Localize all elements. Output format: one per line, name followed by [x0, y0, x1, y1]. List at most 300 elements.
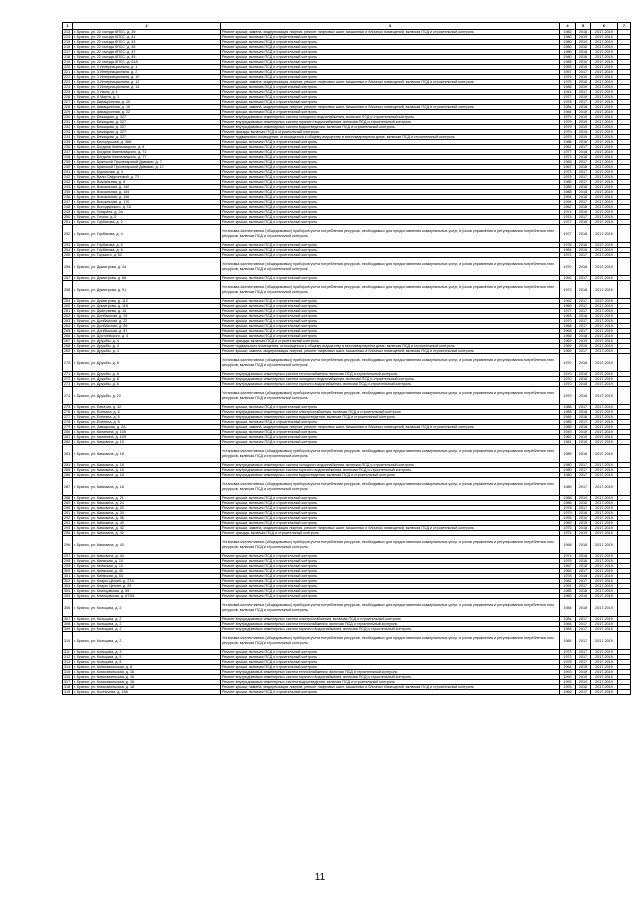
period-cell: 2017-2019	[591, 506, 618, 511]
row-number: 265	[63, 329, 73, 334]
work-type-cell: Ремонт внутридомовых инженерных систем горячего водоснабжения, включая ПСД и строительный контроль	[221, 382, 560, 387]
row-number: 255	[63, 253, 73, 258]
build-year-cell: 1984	[560, 622, 576, 627]
repair-year-cell: 2019	[576, 440, 591, 445]
period-cell: 2017-2019	[591, 579, 618, 584]
period-cell: 2017-2019	[591, 130, 618, 135]
work-type-cell: Ремонт крыши, включая ПСД и строительный контроль	[221, 690, 560, 695]
row-number: 262	[63, 314, 73, 319]
row-number: 273	[63, 382, 73, 387]
period-cell: 2017-2019	[591, 463, 618, 468]
repair-year-cell: 2019	[576, 339, 591, 344]
period-cell: 2017-2019	[591, 50, 618, 55]
repair-year-cell: 2018	[576, 150, 591, 155]
work-type-cell: Ремонт крыши, включая ПСД и строительный контроль	[221, 145, 560, 150]
address-cell: г. Брянск, ул. Киевская, д. 12	[73, 564, 221, 569]
row-number: 294	[63, 526, 73, 531]
period-cell: 2017-2019	[591, 200, 618, 205]
address-cell: г. Брянск, ул. Кольцова, д. 2	[73, 617, 221, 622]
row-number: 263	[63, 319, 73, 324]
repair-year-cell: 2018	[576, 445, 591, 463]
address-cell: г. Брянск, ул. Камозина, д. 21	[73, 496, 221, 501]
work-type-cell: Ремонт крыши, замена, модернизация лифтов, ремонт лифтовых шахт, машинных и блочных помещений, включая ПСД и строительный контроль	[221, 30, 560, 35]
period-cell: 2017-2019	[591, 660, 618, 665]
period-cell: 2017-2019	[591, 617, 618, 622]
repair-year-cell: 2019	[576, 521, 591, 526]
repair-year-cell: 2019	[576, 65, 591, 70]
work-type-cell: Ремонт крыши, включая ПСД и строительный контроль	[221, 299, 560, 304]
row-number: 235	[63, 140, 73, 145]
repair-year-cell: 2018	[576, 564, 591, 569]
address-cell: г. Брянск, ул. Горбатова, д. 5	[73, 243, 221, 248]
address-cell: г. Брянск, ул. Донбасская, д. 19	[73, 314, 221, 319]
period-cell: 2017-2019	[591, 594, 618, 599]
address-cell: г. Брянск, ул. Камозина, д. 18	[73, 473, 221, 478]
work-type-cell: Ремонт подвального помещения, относящегося к общему имуществу в многоквартирном доме, включая ПСД и строительный контроль	[221, 344, 560, 349]
row-number: 258	[63, 281, 73, 299]
work-type-cell: Ремонт внутридомовых инженерных систем холодного водоснабжения, включая ПСД и строительный контроль	[221, 377, 560, 382]
period-cell: 2017-2019	[591, 243, 618, 248]
address-cell: г. Брянск, ул. Клинцовская, д. 67/58	[73, 594, 221, 599]
row-number: 283	[63, 445, 73, 463]
address-cell: г. Брянск, ул. Кольцова, д. 2	[73, 622, 221, 627]
build-year-cell: 1984	[560, 110, 576, 115]
address-cell: г. Брянск, ул. Дмитриева, д. 16	[73, 309, 221, 314]
address-cell: г. Брянск, ул. Гоголя, д. 5	[73, 215, 221, 220]
repair-year-cell: 2017	[576, 253, 591, 258]
note-cell	[618, 536, 631, 554]
repair-year-cell: 2019	[576, 680, 591, 685]
row-number: 240	[63, 165, 73, 170]
row-number: 284	[63, 463, 73, 468]
repair-year-cell: 2018	[576, 387, 591, 405]
repair-year-cell: 2017	[576, 584, 591, 589]
row-number: 222	[63, 75, 73, 80]
work-type-cell: Ремонт фасада, включая ПСД и строительный контроль	[221, 531, 560, 536]
row-number: 311	[63, 650, 73, 655]
page-number: 11	[314, 872, 326, 883]
address-cell: г. Брянск, ул. 3 Интернационала, д. 14	[73, 85, 221, 90]
period-cell: 2017-2019	[591, 334, 618, 339]
period-cell: 2017-2019	[591, 420, 618, 425]
work-type-cell: Ремонт крыши, включая ПСД и строительный контроль	[221, 195, 560, 200]
work-type-cell: Ремонт внутридомовых инженерных систем электроснабжения, включая ПСД и строительный контроль	[221, 617, 560, 622]
address-cell: г. Брянск, ул. Бежицкая, д. 327	[73, 115, 221, 120]
build-year-cell: 1974	[560, 253, 576, 258]
repair-year-cell: 2019	[576, 35, 591, 40]
build-year-cell: 1980	[560, 55, 576, 60]
work-type-cell: Ремонт крыши, включая ПСД и строительный контроль	[221, 574, 560, 579]
work-type-cell: Ремонт крыши, включая ПСД и строительный контроль	[221, 511, 560, 516]
period-cell: 2017-2019	[591, 155, 618, 160]
row-number: 295	[63, 531, 73, 536]
repair-year-cell: 2017	[576, 175, 591, 180]
row-number: 216	[63, 45, 73, 50]
work-type-cell: Ремонт крыши, включая ПСД и строительный контроль	[221, 420, 560, 425]
build-year-cell: 1970	[560, 372, 576, 377]
note-cell	[618, 445, 631, 463]
work-type-cell: Ремонт крыши, включая ПСД и строительный контроль	[221, 155, 560, 160]
work-type-cell: Ремонт фасада, включая ПСД и строительный контроль	[221, 130, 560, 135]
repair-year-cell: 2018	[576, 501, 591, 506]
address-cell: г. Брянск, ул. Белорусская, д. 38А	[73, 140, 221, 145]
work-type-cell: Ремонт крыши, включая ПСД и строительный контроль	[221, 506, 560, 511]
row-number: 303	[63, 584, 73, 589]
repair-year-cell: 2017	[576, 690, 591, 695]
period-cell: 2017-2019	[591, 165, 618, 170]
row-number: 299	[63, 564, 73, 569]
row-number: 234	[63, 135, 73, 140]
period-cell: 2017-2019	[591, 377, 618, 382]
work-type-cell: Ремонт крыши, включая ПСД и строительный контроль	[221, 85, 560, 90]
period-cell: 2017-2019	[591, 220, 618, 225]
address-cell: г. Брянск, ул. Горбатова, д. 4	[73, 225, 221, 243]
repair-year-cell: 2018	[576, 334, 591, 339]
build-year-cell: 1967	[560, 165, 576, 170]
address-cell: г. Брянск, ул. Богдана Хмельницкого, д. 71	[73, 150, 221, 155]
address-cell: г. Брянск, ул. Донбасская, д. 61	[73, 329, 221, 334]
table-row	[63, 225, 631, 243]
row-number: 306	[63, 599, 73, 617]
repair-year-cell: 2018	[576, 190, 591, 195]
row-number: 271	[63, 372, 73, 377]
work-type-cell: Ремонт крыши, включая ПСД и строительный контроль	[221, 160, 560, 165]
row-number: 318	[63, 685, 73, 690]
build-year-cell: 1985	[560, 589, 576, 594]
build-year-cell: 1973	[560, 281, 576, 299]
build-year-cell: 1980	[560, 445, 576, 463]
row-number: 249	[63, 210, 73, 215]
repair-year-cell: 2017	[576, 319, 591, 324]
repair-year-cell: 2019	[576, 110, 591, 115]
build-year-cell: 1980	[560, 463, 576, 468]
row-number: 261	[63, 309, 73, 314]
build-year-cell: 1975	[560, 554, 576, 559]
build-year-cell: 1992	[560, 299, 576, 304]
build-year-cell: 1977	[560, 225, 576, 243]
row-number: 213	[63, 30, 73, 35]
period-cell: 2017-2019	[591, 430, 618, 435]
address-cell: г. Брянск, ул. 22 съезда КПСС, д. 51А	[73, 60, 221, 65]
build-year-cell: 1970	[560, 377, 576, 382]
build-year-cell: 1992	[560, 276, 576, 281]
work-type-cell: Ремонт крыши, включая ПСД и строительный контроль	[221, 185, 560, 190]
period-cell: 2017-2019	[591, 425, 618, 430]
address-cell: г. Брянск, ул. Дружбы, д. 22	[73, 387, 221, 405]
work-type-cell: Ремонт крыши, включая ПСД и строительный контроль	[221, 220, 560, 225]
row-number: 247	[63, 200, 73, 205]
row-number: 221	[63, 70, 73, 75]
work-type-cell: Ремонт крыши, включая ПСД и строительный контроль	[221, 314, 560, 319]
row-number: 301	[63, 574, 73, 579]
build-year-cell: 1988	[560, 405, 576, 410]
period-cell: 2017-2019	[591, 55, 618, 60]
address-cell: г. Брянск, ул. Достоевского, д. 4	[73, 334, 221, 339]
repair-year-cell: 2018	[576, 155, 591, 160]
period-cell: 2017-2019	[591, 622, 618, 627]
period-cell: 2017-2019	[591, 344, 618, 349]
work-type-cell: Ремонт крыши, замена, модернизация лифтов, ремонт лифтовых шахт, машинных и блочных помещений, включая ПСД и строительный контроль	[221, 685, 560, 690]
period-cell: 2017-2019	[591, 65, 618, 70]
address-cell: г. Брянск, ул. Димитрова, д. 44	[73, 258, 221, 276]
row-number: 237	[63, 150, 73, 155]
period-cell: 2017-2019	[591, 30, 618, 35]
repair-year-cell: 2017	[576, 70, 591, 75]
row-number: 308	[63, 622, 73, 627]
work-type-cell: Ремонт крыши, включая ПСД и строительный контроль	[221, 60, 560, 65]
build-year-cell: 1991	[560, 584, 576, 589]
repair-year-cell: 2019	[576, 344, 591, 349]
repair-year-cell: 2017	[576, 473, 591, 478]
address-cell: г. Брянск, ул. 22 съезда КПСС, д. 47	[73, 50, 221, 55]
work-type-cell: Ремонт крыши, замена, модернизация лифтов, ремонт лифтовых шахт, машинных и блочных помещений, включая ПСД и строительный контроль	[221, 105, 560, 110]
build-year-cell: 1980	[560, 478, 576, 496]
column-header: 6	[591, 23, 618, 30]
work-type-cell: Ремонт крыши, включая ПСД и строительный контроль	[221, 579, 560, 584]
repair-year-cell: 2018	[576, 50, 591, 55]
address-cell: г. Брянск, ул. Камозина, д. 18	[73, 478, 221, 496]
row-number: 289	[63, 501, 73, 506]
row-number: 226	[63, 95, 73, 100]
repair-year-cell: 2019	[576, 435, 591, 440]
build-year-cell: 1968	[560, 324, 576, 329]
repair-year-cell: 2017	[576, 478, 591, 496]
work-type-cell: Ремонт крыши, включая ПСД и строительный контроль	[221, 435, 560, 440]
repair-year-cell: 2017	[576, 655, 591, 660]
build-year-cell: 1981	[560, 579, 576, 584]
work-type-cell: Ремонт внутридомовых инженерных систем водоотведения, включая ПСД и строительный контроль	[221, 473, 560, 478]
address-cell: г. Брянск, ул. Димитрова, д. 68	[73, 276, 221, 281]
address-cell: г. Брянск, ул. Авиационная, д. 10	[73, 100, 221, 105]
row-number: 313	[63, 660, 73, 665]
row-number: 268	[63, 344, 73, 349]
build-year-cell: 1979	[560, 511, 576, 516]
work-type-cell: Ремонт крыши, включая ПСД и строительный контроль	[221, 55, 560, 60]
address-cell: г. Брянск, ул. Кольцова, д. 5	[73, 655, 221, 660]
work-type-cell: Ремонт крыши, включая ПСД и строительный контроль	[221, 655, 560, 660]
address-cell: г. Брянск, ул. Донбасская, д. 22	[73, 319, 221, 324]
address-cell: г. Брянск, ул. Дружбы, д. 4	[73, 349, 221, 354]
period-cell: 2017-2019	[591, 100, 618, 105]
build-year-cell: 1977	[560, 150, 576, 155]
work-type-cell: Ремонт крыши, включая ПСД и строительный контроль	[221, 248, 560, 253]
address-cell: г. Брянск, ул. Дружбы, д. 8	[73, 377, 221, 382]
work-type-cell: Ремонт крыши, включая ПСД и строительный контроль	[221, 430, 560, 435]
period-cell: 2017-2019	[591, 140, 618, 145]
repair-year-cell: 2017	[576, 627, 591, 632]
repair-year-cell: 2018	[576, 377, 591, 382]
build-year-cell: 1984	[560, 599, 576, 617]
repair-year-cell: 2018	[576, 536, 591, 554]
build-year-cell: 1977	[560, 95, 576, 100]
period-cell: 2017-2019	[591, 372, 618, 377]
period-cell: 2017-2019	[591, 150, 618, 155]
address-cell: г. Брянск, ул. Бежицкая, д. 327	[73, 135, 221, 140]
repair-year-cell: 2017	[576, 349, 591, 354]
table-row	[63, 599, 631, 617]
build-year-cell: 1993	[560, 675, 576, 680]
address-cell: г. Брянск, ул. Евпатия, д. 42	[73, 405, 221, 410]
repair-year-cell: 2018	[576, 574, 591, 579]
repair-year-cell: 2019	[576, 675, 591, 680]
note-cell	[618, 225, 631, 243]
period-cell: 2017-2019	[591, 405, 618, 410]
address-cell: г. Брянск, ул. 22 съезда КПСС, д. 43	[73, 40, 221, 45]
period-cell: 2017-2019	[591, 304, 618, 309]
repair-year-cell: 2017	[576, 180, 591, 185]
repair-year-cell: 2019	[576, 95, 591, 100]
period-cell: 2017-2019	[591, 690, 618, 695]
period-cell: 2017-2019	[591, 473, 618, 478]
address-cell: г. Брянск, ул. Комсомольская, д. 8	[73, 665, 221, 670]
build-year-cell: 1980	[560, 40, 576, 45]
row-number: 217	[63, 50, 73, 55]
repair-year-cell: 2018	[576, 281, 591, 299]
build-year-cell: 1970	[560, 258, 576, 276]
row-number: 307	[63, 617, 73, 622]
row-number: 305	[63, 594, 73, 599]
period-cell: 2017-2019	[591, 685, 618, 690]
row-number: 309	[63, 627, 73, 632]
row-number: 264	[63, 324, 73, 329]
table-header-row	[63, 23, 631, 30]
address-cell: г. Брянск, ул. Дружбы, д. 4	[73, 339, 221, 344]
row-number: 220	[63, 65, 73, 70]
period-cell: 2017-2019	[591, 354, 618, 372]
work-type-cell: Ремонт крыши, включая ПСД и строительный контроль	[221, 110, 560, 115]
work-type-cell: Ремонт крыши, включая ПСД и строительный контроль	[221, 319, 560, 324]
work-type-cell: Ремонт внутридомовых инженерных систем водоотведения, включая ПСД и строительный контроль	[221, 415, 560, 420]
address-cell: г. Брянск, ул. Димитрова, д. 112	[73, 299, 221, 304]
work-type-cell: Ремонт крыши, включая ПСД и строительный контроль	[221, 516, 560, 521]
document-page	[62, 22, 630, 695]
period-cell: 2017-2019	[591, 526, 618, 531]
address-cell: г. Брянск, ул. 3 Июля, д. 1	[73, 90, 221, 95]
row-number: 225	[63, 90, 73, 95]
row-number: 233	[63, 130, 73, 135]
repair-year-cell: 2019	[576, 516, 591, 521]
row-number: 296	[63, 536, 73, 554]
period-cell: 2017-2019	[591, 299, 618, 304]
period-cell: 2017-2019	[591, 589, 618, 594]
period-cell: 2017-2019	[591, 329, 618, 334]
period-cell: 2017-2019	[591, 120, 618, 125]
build-year-cell: 1985	[560, 415, 576, 420]
period-cell: 2017-2019	[591, 314, 618, 319]
repair-year-cell: 2017	[576, 463, 591, 468]
row-number: 256	[63, 258, 73, 276]
work-type-cell: Ремонт внутридомовых инженерных систем теплоснабжения, включая ПСД и строительный контроль	[221, 372, 560, 377]
repair-year-cell: 2017	[576, 506, 591, 511]
work-type-cell: Установка коллективных (общедомовых) приборов учета потребления ресурсов, необходимых для предоставления коммунальных услуг, и узлов управления и регулирования потребления этих ресурсов, включая ПСД и строительный контроль	[221, 599, 560, 617]
address-cell: г. Брянск, ул. Киевская, д. 53	[73, 574, 221, 579]
work-type-cell: Ремонт внутридомовых инженерных систем горячего водоснабжения, включая ПСД и строительный контроль	[221, 120, 560, 125]
build-year-cell: 1962	[560, 435, 576, 440]
table-row	[63, 536, 631, 554]
build-year-cell: 1986	[560, 140, 576, 145]
repair-year-cell: 2017	[576, 405, 591, 410]
build-year-cell: 1985	[560, 180, 576, 185]
build-year-cell: 1984	[560, 627, 576, 632]
address-cell: г. Брянск, ул. Авиационная, д. 16	[73, 105, 221, 110]
repair-year-cell: 2017	[576, 309, 591, 314]
build-year-cell: 1969	[560, 569, 576, 574]
note-cell	[618, 258, 631, 276]
work-type-cell: Ремонт крыши, включая ПСД и строительный контроль	[221, 205, 560, 210]
row-number: 253	[63, 243, 73, 248]
row-number: 278	[63, 420, 73, 425]
address-cell: г. Брянск, ул. Бежицкая, д. 327	[73, 120, 221, 125]
period-cell: 2017-2019	[591, 501, 618, 506]
work-type-cell: Ремонт крыши, включая ПСД и строительный контроль	[221, 40, 560, 45]
work-type-cell: Ремонт крыши, включая ПСД и строительный контроль	[221, 650, 560, 655]
row-number: 302	[63, 579, 73, 584]
build-year-cell: 1984	[560, 248, 576, 253]
build-year-cell: 1964	[560, 665, 576, 670]
note-cell	[618, 599, 631, 617]
address-cell: г. Брянск, ул. Горбатова, д. 2	[73, 220, 221, 225]
address-cell: г. Брянск, ул. Костычева, д. 19А	[73, 690, 221, 695]
address-cell: г. Брянск, ул. Вокзальная, д. 8	[73, 180, 221, 185]
work-type-cell: Установка коллективных (общедомовых) приборов учета потребления ресурсов, необходимых для предоставления коммунальных услуг, и узлов управления и регулирования потребления этих ресурсов, включая ПСД и строительный контроль	[221, 632, 560, 650]
work-type-cell: Ремонт внутридомовых инженерных систем горячего водоснабжения, включая ПСД и строительный контроль	[221, 468, 560, 473]
build-year-cell: 1967	[560, 564, 576, 569]
work-type-cell: Ремонт крыши, включая ПСД и строительный контроль	[221, 70, 560, 75]
address-cell: г. Брянск, ул. Богдана Хмельницкого, д. 8	[73, 145, 221, 150]
build-year-cell: 1979	[560, 135, 576, 140]
address-cell: г. Брянск, ул. Есенина, д. 6	[73, 420, 221, 425]
period-cell: 2017-2019	[591, 339, 618, 344]
repair-year-cell: 2019	[576, 125, 591, 130]
address-cell: г. Брянск, ул. Камозина, д. 42	[73, 531, 221, 536]
row-number: 245	[63, 190, 73, 195]
build-year-cell: 1985	[560, 420, 576, 425]
build-year-cell: 1980	[560, 35, 576, 40]
repair-year-cell: 2018	[576, 140, 591, 145]
period-cell: 2017-2019	[591, 70, 618, 75]
repair-year-cell: 2017	[576, 579, 591, 584]
address-cell: г. Брянск, ул. Вокзальная, д. 170	[73, 200, 221, 205]
build-year-cell: 1970	[560, 319, 576, 324]
build-year-cell: 1957	[560, 70, 576, 75]
work-type-cell: Установка коллективных (общедомовых) приборов учета потребления ресурсов, необходимых для предоставления коммунальных услуг, и узлов управления и регулирования потребления этих ресурсов, включая ПСД и строительный контроль	[221, 281, 560, 299]
build-year-cell: 1970	[560, 382, 576, 387]
row-number: 244	[63, 185, 73, 190]
build-year-cell: 1985	[560, 410, 576, 415]
row-number: 246	[63, 195, 73, 200]
repair-year-cell: 2017	[576, 617, 591, 622]
build-year-cell: 1980	[560, 468, 576, 473]
address-cell: г. Брянск, ул. Володарского, д. 15	[73, 205, 221, 210]
row-number: 281	[63, 435, 73, 440]
row-number: 277	[63, 415, 73, 420]
build-year-cell: 1978	[560, 574, 576, 579]
build-year-cell: 1969	[560, 344, 576, 349]
repair-year-cell: 2019	[576, 248, 591, 253]
period-cell: 2017-2019	[591, 584, 618, 589]
address-cell: г. Брянск, ул. Дружбы, д. 8	[73, 382, 221, 387]
period-cell: 2017-2019	[591, 185, 618, 190]
repair-year-cell: 2018	[576, 511, 591, 516]
period-cell: 2017-2019	[591, 110, 618, 115]
work-type-cell: Ремонт крыши, замена, модернизация лифтов, ремонт лифтовых шахт, машинных и блочных помещений, включая ПСД и строительный контроль	[221, 349, 560, 354]
work-type-cell: Ремонт крыши, включая ПСД и строительный контроль	[221, 594, 560, 599]
work-type-cell: Ремонт крыши, включая ПСД и строительный контроль	[221, 190, 560, 195]
build-year-cell: 1962	[560, 205, 576, 210]
row-number: 218	[63, 55, 73, 60]
work-type-cell: Ремонт крыши, включая ПСД и строительный контроль	[221, 554, 560, 559]
work-type-cell: Ремонт крыши, включая ПСД и строительный контроль	[221, 501, 560, 506]
